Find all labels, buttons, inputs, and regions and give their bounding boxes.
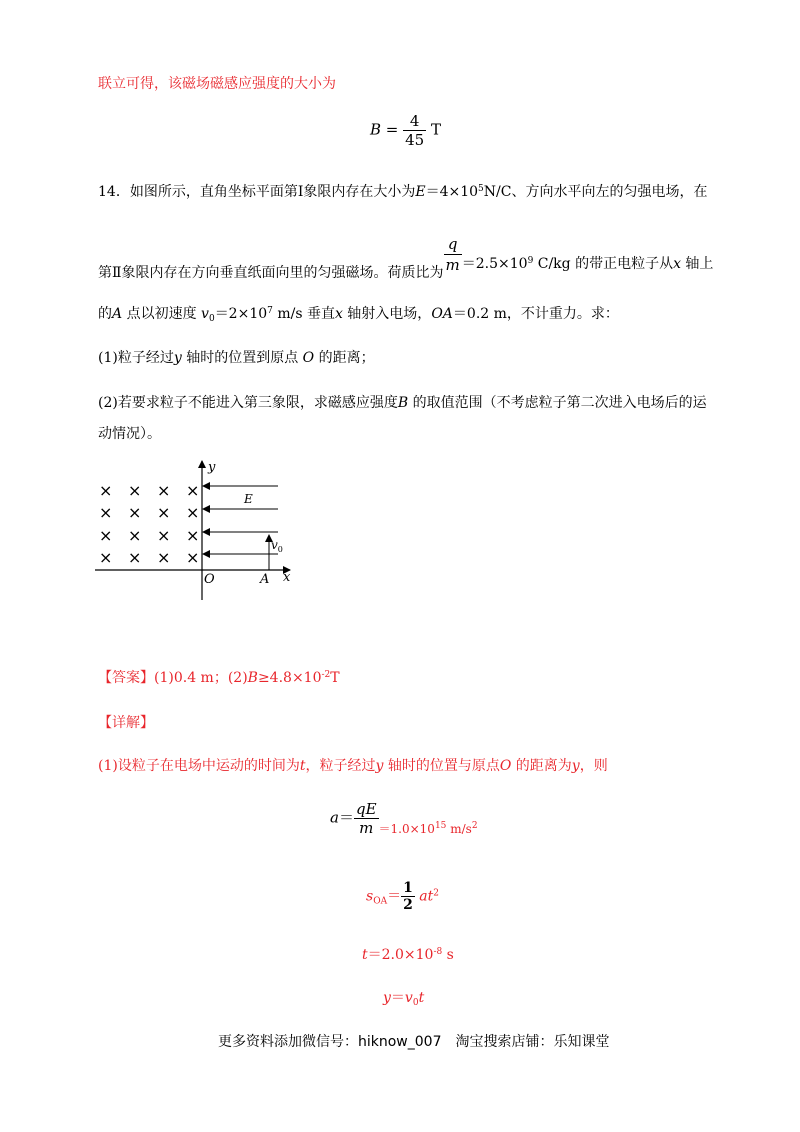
field-diagram: [90, 455, 310, 605]
text: 轴时的位置与原点: [383, 758, 500, 774]
text: T: [330, 670, 340, 686]
page-footer: 更多资料添加微信号：hiknow_007 淘宝搜索店铺：乐知课堂: [218, 1034, 610, 1050]
var-E: E: [415, 184, 426, 200]
answer-line: [98, 668, 340, 688]
field-cross: ×: [99, 503, 113, 522]
var-O: O: [302, 350, 315, 366]
field-cross: ×: [157, 548, 171, 567]
text: (2)若要求粒子不能进入第三象限，求磁感应强度: [98, 395, 398, 411]
var-v: v: [404, 990, 413, 1006]
text: 轴射入电场，: [342, 306, 432, 322]
formula-unit: T: [431, 120, 442, 139]
equals: ＝: [390, 990, 405, 1006]
var-OA: OA: [431, 306, 453, 322]
fraction-numerator: 1: [403, 880, 413, 896]
fraction: [354, 800, 379, 837]
equation-displacement: [366, 880, 439, 913]
text: (1)粒子经过: [98, 350, 174, 366]
exponent: 2: [433, 888, 439, 899]
question-1: [98, 348, 375, 368]
var-B: B: [247, 670, 258, 686]
field-cross: ×: [157, 503, 171, 522]
previous-conclusion-text: 联立可得，该磁场磁感应强度的大小为: [98, 76, 336, 92]
fraction-denominator: 45: [405, 131, 425, 149]
text: m/s: [446, 821, 472, 836]
field-cross: ×: [128, 526, 142, 545]
field-cross: ×: [186, 526, 200, 545]
fraction-numerator: qE: [355, 800, 377, 818]
origin-label: O: [204, 572, 215, 587]
subscript: 0: [208, 314, 215, 324]
text: 轴上: [680, 255, 714, 272]
field-cross: ×: [99, 548, 113, 567]
magnetic-field-crosses: [99, 481, 199, 567]
text: ＝2×10: [214, 306, 268, 322]
var-a: a: [330, 808, 339, 827]
text: ＝1.0×10: [378, 821, 435, 836]
text: ≥4.8×10: [257, 670, 322, 686]
y-axis-label: y: [208, 460, 216, 475]
text: 第Ⅱ象限内存在方向垂直纸面向里的匀强磁场。荷质比为: [98, 264, 444, 281]
point-A-label: A: [260, 572, 270, 587]
var-y: y: [383, 990, 391, 1006]
problem-number: 14．: [98, 184, 130, 200]
field-cross: ×: [157, 481, 171, 500]
var-B: B: [397, 395, 409, 411]
text: 的: [98, 306, 112, 322]
var-O: O: [499, 758, 512, 774]
exponent: 7: [267, 306, 273, 316]
var-y: y: [173, 350, 182, 366]
formula-fraction: [403, 112, 426, 149]
field-cross: ×: [99, 481, 113, 500]
fraction-denominator: m: [354, 818, 379, 837]
field-cross: ×: [128, 503, 142, 522]
equals: ＝: [387, 888, 402, 905]
text: [462, 256, 714, 272]
v-subscript: 0: [277, 545, 283, 554]
equals: ＝: [338, 808, 354, 827]
formula-lhs: B: [370, 120, 382, 139]
text: 的取值范围（不考虑粒子第二次进入电场后的运: [408, 395, 707, 411]
subscript: OA: [373, 896, 388, 907]
text: ＝2.0×10: [367, 947, 434, 963]
detail-line-1: [98, 756, 608, 776]
problem-line-2: [98, 234, 714, 281]
field-cross: ×: [128, 548, 142, 567]
var-x: x: [334, 306, 343, 322]
v0-label: [271, 538, 283, 554]
text: ＝4×10: [425, 184, 479, 200]
field-cross: ×: [128, 481, 142, 500]
text: ＝2.5×10: [461, 255, 528, 272]
var-at: at: [419, 888, 434, 905]
text: N/C、方向水平向左的匀强电场，在: [483, 184, 708, 200]
exponent: 5: [478, 184, 484, 194]
text: ，粒子经过: [305, 758, 376, 774]
text: 如图所示，直角坐标平面第Ⅰ象限内存在大小为: [129, 184, 416, 200]
text: 轴时的位置到原点: [181, 350, 303, 366]
field-cross: ×: [157, 526, 171, 545]
fraction-denominator: m: [445, 256, 460, 274]
exponent: 15: [434, 820, 447, 831]
var-A: A: [112, 306, 123, 322]
eq1-value: [379, 822, 478, 836]
fraction-numerator: 4: [409, 112, 420, 130]
exponent: -2: [321, 670, 331, 680]
text: s: [442, 947, 454, 963]
equation-acceleration: [330, 800, 478, 837]
text: ，则: [579, 758, 608, 774]
answer-tag: 【答案】: [98, 670, 154, 686]
var-v: v: [201, 306, 209, 322]
var-x: x: [673, 255, 681, 272]
charge-mass-ratio: [444, 234, 462, 275]
var-y: y: [571, 758, 580, 774]
exponent: 9: [527, 255, 534, 266]
var-t: t: [362, 947, 368, 963]
exponent: 2: [471, 820, 478, 831]
text: 的距离为: [511, 758, 572, 774]
problem-line-1: [98, 182, 707, 202]
v-label: v: [271, 538, 278, 552]
fraction-denominator: 2: [403, 897, 413, 913]
detail-tag: 【详解】: [98, 715, 154, 731]
E-label: E: [244, 492, 253, 506]
question-2-line-1: [98, 393, 707, 413]
problem-line-3: [98, 304, 619, 324]
text: m/s 垂直: [272, 306, 335, 322]
electric-field-lines: [203, 486, 278, 554]
equation-y: [383, 988, 424, 1008]
text: (1)设粒子在电场中运动的时间为: [98, 758, 300, 774]
fraction-numerator: q: [447, 235, 458, 253]
text: ＝0.2 m，不计重力。求：: [452, 306, 619, 322]
x-axis-label: x: [283, 570, 291, 585]
var-t: t: [418, 990, 425, 1006]
field-cross: ×: [99, 526, 113, 545]
var-s: s: [366, 888, 374, 905]
text: C/kg 的带正电粒子从: [533, 255, 674, 272]
equation-time: [362, 945, 454, 965]
previous-formula: B = $\frac{4}{45}$ T: [370, 112, 442, 149]
question-2-line-2: 动情况）。: [98, 426, 161, 442]
subscript: 0: [412, 998, 419, 1008]
field-cross: ×: [186, 503, 200, 522]
text: (1)0.4 m；(2): [154, 670, 248, 686]
var-y: y: [375, 758, 384, 774]
fraction-half: [401, 880, 415, 913]
field-cross: ×: [186, 481, 200, 500]
exponent: -8: [433, 947, 443, 957]
var-t: t: [299, 758, 306, 774]
text: 点以初速度: [122, 306, 202, 322]
text: 的距离；: [314, 350, 375, 366]
field-cross: ×: [186, 548, 200, 567]
